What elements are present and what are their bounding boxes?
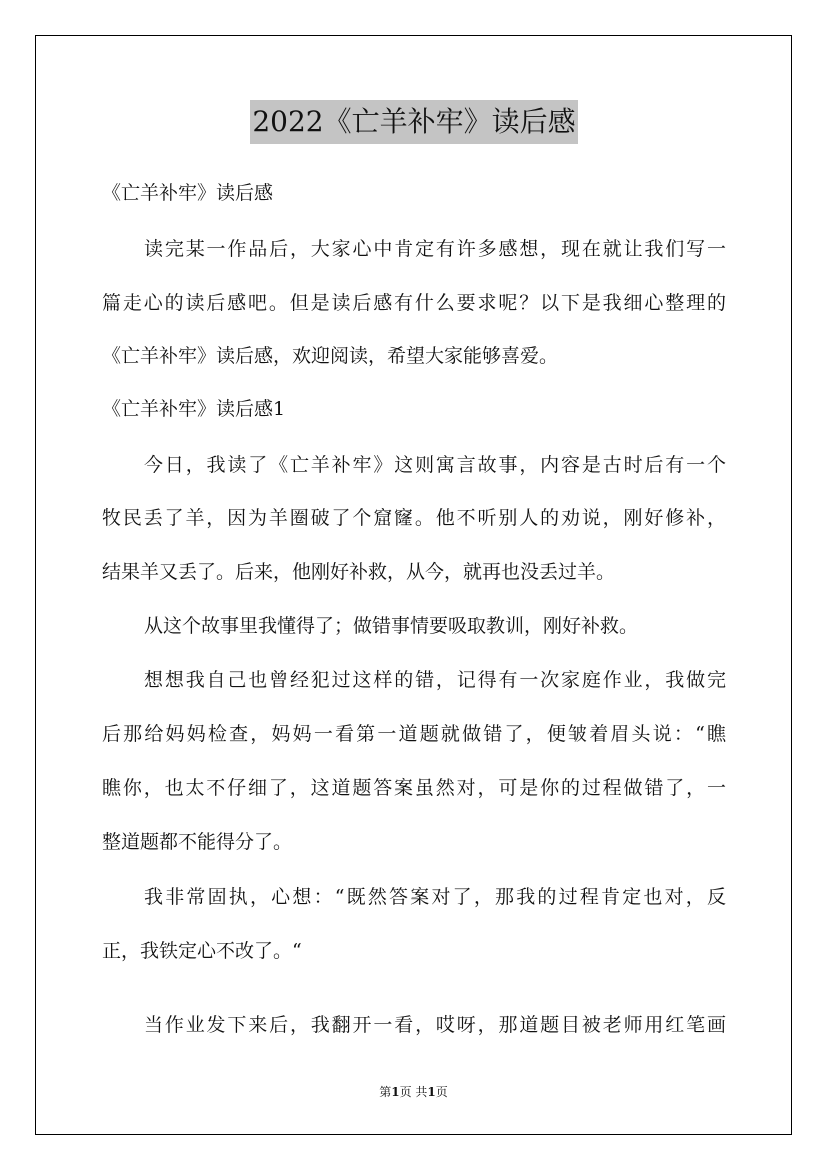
page-mid: 页 共 [399, 1085, 428, 1099]
page-total: 1 [427, 1085, 436, 1099]
title-container [102, 100, 726, 144]
paragraph-line: 正，我铁定心不改了。“ [102, 940, 302, 962]
paragraph-line: 整道题都不能得分了。 [102, 831, 293, 853]
paragraph-line: 想想我自己也曾经犯过这样的错，记得有一次家庭作业，我做完 [144, 669, 726, 691]
paragraph-line: 瞧你，也太不仔细了，这道题答案虽然对，可是你的过程做错了，一 [102, 777, 726, 799]
section-heading: 《亡羊补牢》读后感1 [102, 398, 286, 420]
paragraph-line: 今日，我读了《亡羊补牢》这则寓言故事，内容是古时后有一个 [144, 454, 726, 476]
paragraph-line: 篇走心的读后感吧。但是读后感有什么要求呢？以下是我细心整理的 [102, 292, 726, 314]
paragraph-line: 读完某一作品后，大家心中肯定有许多感想，现在就让我们写一 [144, 238, 726, 260]
page-prefix: 第 [379, 1085, 392, 1099]
page-footer [0, 1083, 827, 1100]
paragraph-line: 牧民丢了羊，因为羊圈破了个窟窿。他不听别人的劝说，刚好修补， [102, 507, 726, 529]
paragraph-line: 后那给妈妈检查，妈妈一看第一道题就做错了，便皱着眉头说：“瞧 [102, 723, 726, 745]
document-title: 2022《亡羊补牢》读后感 [250, 100, 577, 144]
paragraph-line: 我非常固执，心想：“既然答案对了，那我的过程肯定也对，反 [144, 886, 726, 908]
page-suffix: 页 [435, 1085, 448, 1099]
paragraph-line: 《亡羊补牢》读后感，欢迎阅读，希望大家能够喜爱。 [102, 345, 559, 367]
paragraph-line: 结果羊又丢了。后来，他刚好补救，从今，就再也没丢过羊。 [102, 561, 616, 583]
section-heading: 《亡羊补牢》读后感 [102, 182, 274, 204]
paragraph-line: 当作业发下来后，我翻开一看，哎呀，那道题目被老师用红笔画 [144, 1014, 726, 1036]
page-current: 1 [391, 1085, 400, 1099]
paragraph-line: 从这个故事里我懂得了；做错事情要吸取教训，刚好补救。 [144, 615, 639, 637]
